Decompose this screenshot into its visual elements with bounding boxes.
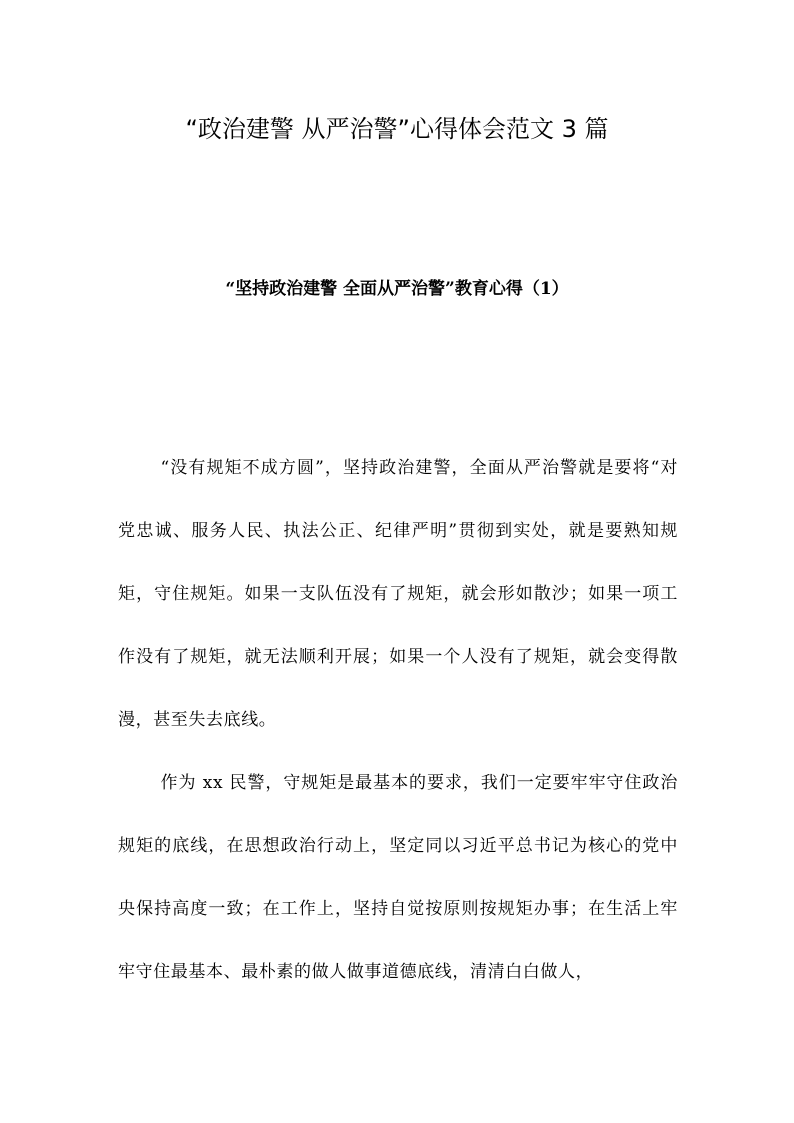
paragraph-1: “没有规矩不成方圆”，坚持政治建警，全面从严治警就是要将“对党忠诚、服务人民、执法公正、纪律严明”贯彻到实处，就是要熟知规矩，守住规矩。如果一支队伍没有了规矩，就会形如散沙；如果一项工作没有了规矩，就无法顺利开展；如果一个人没有了规矩，就会变得散漫，甚至失去底线。 — [118, 458, 678, 730]
section-title: “坚持政治建警 全面从严治警”教育心得（1） — [225, 279, 569, 299]
document-body — [118, 437, 678, 1004]
paragraph-2: 作为 xx 民警，守规矩是最基本的要求，我们一定要牢牢守住政治规矩的底线，在思想政治行动上，坚定同以习近平总书记为核心的党中央保持高度一致；在工作上，坚持自觉按原则按规矩办事；在生活上牢牢守住最基本、最朴素的做人做事道德底线，清清白白做人， — [118, 773, 678, 982]
document-title: “政治建警 从严治警”心得体会范文 3 篇 — [185, 115, 609, 143]
